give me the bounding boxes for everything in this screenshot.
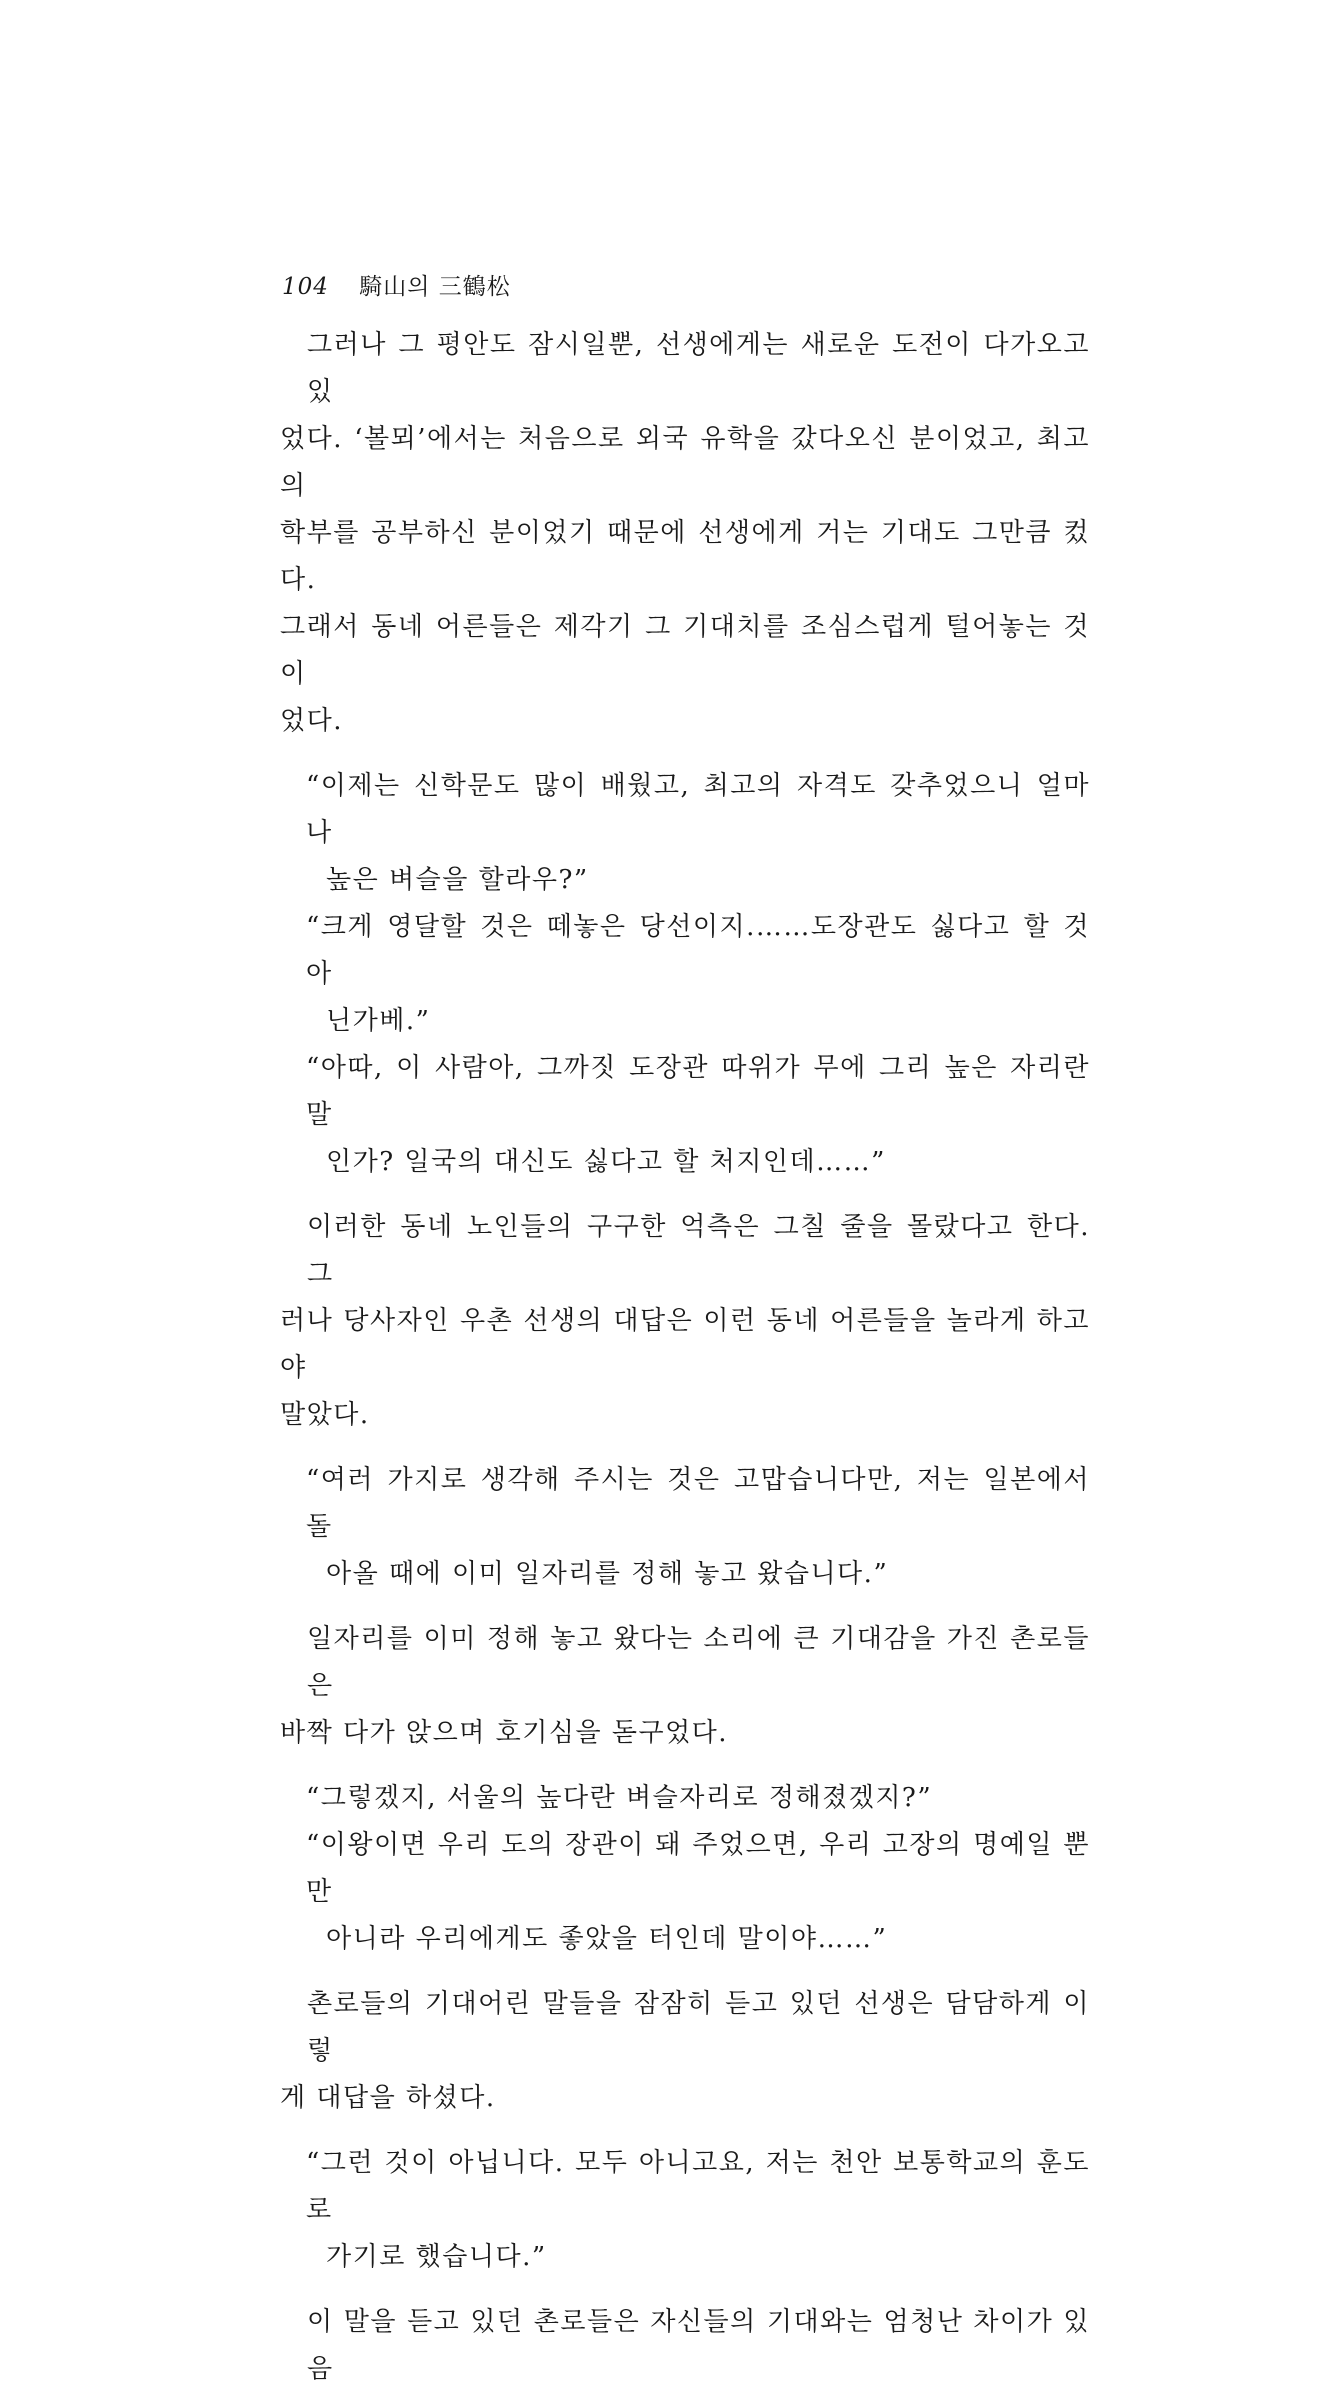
dialogue-line: “아따, 이 사람아, 그까짓 도장관 따위가 무에 그리 높은 자리란 말	[306, 1053, 1090, 1130]
book-title: 騎山의 三鶴松	[359, 274, 511, 300]
running-header	[282, 268, 511, 301]
dialogue-block	[280, 1775, 1090, 1963]
dialogue-line: 인가? 일국의 대신도 싫다고 할 처지인데……”	[326, 1147, 886, 1177]
text-line: 었다.	[280, 706, 343, 736]
dialogue-line: “크게 영달할 것은 떼놓은 당선이지.……도장관도 싫다고 할 것 아	[306, 912, 1090, 989]
paragraph	[280, 1616, 1090, 1757]
dialogue-line: “이왕이면 우리 도의 장관이 돼 주었으면, 우리 고장의 명예일 뿐만	[306, 1830, 1090, 1907]
text-line: 말았다.	[280, 1400, 370, 1430]
text-line: 학부를 공부하신 분이었기 때문에 선생에게 거는 기대도 그만큼 컸다.	[280, 518, 1090, 595]
text-line: 촌로들의 기대어린 말들을 잠잠히 듣고 있던 선생은 담담하게 이렇	[307, 1989, 1090, 2066]
text-line: 바짝 다가 앉으며 호기심을 돋구었다.	[280, 1718, 729, 1748]
text-line: 그래서 동네 어른들은 제각기 그 기대치를 조심스럽게 털어놓는 것이	[280, 612, 1090, 689]
dialogue-block	[280, 1457, 1090, 1598]
dialogue-line: “이제는 신학문도 많이 배웠고, 최고의 자격도 갖추었으니 얼마나	[306, 771, 1090, 848]
dialogue-line: 높은 벼슬을 할라우?”	[326, 865, 589, 895]
paragraph	[280, 1981, 1090, 2122]
dialogue-block	[280, 2140, 1090, 2281]
paragraph	[280, 2299, 1090, 2393]
dialogue-line: “그런 것이 아닙니다. 모두 아니고요, 저는 천안 보통학교의 훈도로	[306, 2148, 1090, 2225]
page-body	[280, 322, 1090, 2393]
text-line: 이 말을 듣고 있던 촌로들은 자신들의 기대와는 엄청난 차이가 있음	[307, 2307, 1090, 2384]
text-line: 이러한 동네 노인들의 구구한 억측은 그칠 줄을 몰랐다고 한다. 그	[307, 1212, 1090, 1289]
dialogue-line: “그렇겠지, 서울의 높다란 벼슬자리로 정해졌겠지?”	[306, 1783, 933, 1813]
text-line: 그러나 그 평안도 잠시일뿐, 선생에게는 새로운 도전이 다가오고 있	[307, 330, 1090, 407]
dialogue-line: 닌가베.”	[326, 1006, 431, 1036]
text-line: 었다. ‘볼뫼’에서는 처음으로 외국 유학을 갔다오신 분이었고, 최고의	[280, 424, 1090, 501]
dialogue-line: “여러 가지로 생각해 주시는 것은 고맙습니다만, 저는 일본에서 돌	[306, 1465, 1090, 1542]
text-line: 일자리를 이미 정해 놓고 왔다는 소리에 큰 기대감을 가진 촌로들은	[307, 1624, 1090, 1701]
dialogue-line: 가기로 했습니다.”	[326, 2242, 547, 2272]
dialogue-block	[280, 763, 1090, 1186]
text-line: 게 대답을 하셨다.	[280, 2083, 496, 2113]
paragraph	[280, 322, 1090, 745]
dialogue-line: 아올 때에 이미 일자리를 정해 놓고 왔습니다.”	[326, 1559, 889, 1589]
paragraph	[280, 1204, 1090, 1439]
text-line: 러나 당사자인 우촌 선생의 대답은 이런 동네 어른들을 놀라게 하고야	[280, 1306, 1090, 1383]
dialogue-line: 아니라 우리에게도 좋았을 터인데 말이야……”	[326, 1924, 888, 1954]
page-number: 104	[282, 274, 329, 300]
